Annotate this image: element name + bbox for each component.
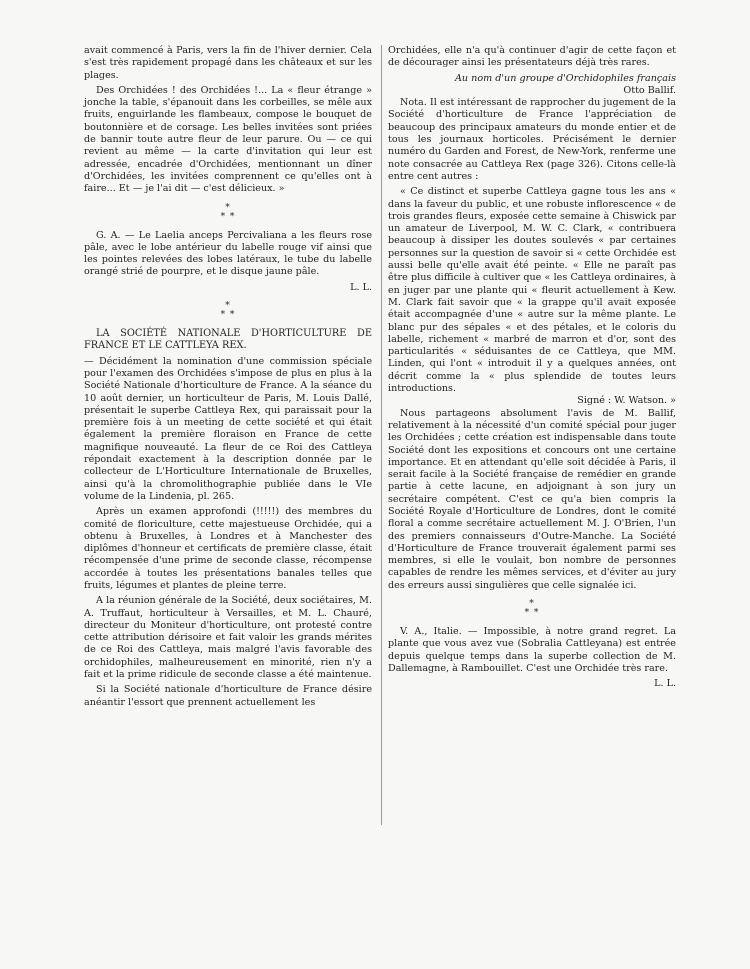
right-column [388, 45, 676, 691]
paragraph: — Décidément la nomination d'une commission spéciale pour l'examen des Orchidées s'impose de plus en plus à la Société Nationale d'horticulture de France. A la séance du 10 août dernier, un horticulteur de Paris, M. Louis Dallé, présentait le superbe Cattleya Rex, qui paraissait pour la première fois à un meeting de cette société et qui était également la première floraison en France de cette magnifique nouveauté. La fleur de ce Roi des Cattleya répondait exactement à la description donnée par le collecteur de L'Horticulture Internationale de Bruxelles, ainsi qu'à la chromolithographie publiée dans le VIe volume de la Lindenia, pl. 265. [84, 355, 372, 502]
paragraph: A la réunion générale de la Société, deux sociétaires, M. A. Truffaut, horticulteur à Versailles, et M. L. Chauré, directeur du Moniteur d'horticulture, ont protesté contre cette attribution dérisoire et fait valoir les grands mérites de ce Roi des Cattleya, mais malgré l'avis favorable des orchidophiles, malheureusement en minorité, rien n'y a fait et la prime ridicule de seconde classe a été maintenue. [84, 595, 372, 681]
signature-name: Otto Ballif. [623, 84, 676, 96]
paragraph: Si la Société nationale d'horticulture de France désire anéantir l'essort que prennent actuellement les [84, 684, 372, 708]
paragraph: avait commencé à Paris, vers la fin de l'hiver dernier. Cela s'est très rapidement propagé dans les châteaux et sur les plages. [84, 45, 372, 81]
signature: L. L. [350, 281, 372, 293]
paragraph: Après un examen approfondi (!!!!!) des membres du comité de floriculture, cette majestueuse Orchidée, qui a obtenu à Bruxelles, à Londres et à Manchester des diplômes d'honneur et certificats de première classe, était récompensée d'une prime de seconde classe, récompense accordée à toutes les présentations banales telles que fruits, légumes et plantes de pleine terre. [84, 506, 372, 591]
quotation: « Ce distinct et superbe Cattleya gagne tous les ans « dans la faveur du public, et une robuste inflorescence « de trois grandes fleurs, exposée cette semaine à Chiswick par un amateur de Liverpool, M. W. C. Clark, « contribuera beaucoup à dissiper les doutes soulevés « par certaines personnes sur la question de savoir si « cette Orchidée est aussi belle qu'elle avait été peinte. « Elle ne paraît pas être plus difficile à cultiver que « les Cattleya ordinaires, à en juger par une plante qui « fleurit actuellement à Kew. M. Clark fait savoir que « la grappe qu'il avait exposée était accompagnée d'une « autre sur la même plante. Le blanc pur des sépales « et des pétales, et le coloris du labelle, richement « marbré de marron et d'or, sont des particularités « séduisantes de ce Cattleya, que MM. Linden, qui l'ont « introduit il y a quelques années, ont décrit comme la « plus splendide de toutes leurs introductions. [388, 186, 676, 395]
signature: L. L. [654, 678, 676, 690]
section-separator: * * * [220, 301, 236, 321]
paragraph: Nous partageons absolument l'avis de M. Ballif, relativement à la nécessité d'un comité spécial pour juger les Orchidées ; cette création est indispensable dans toute Société dont les expositions et concours ont une certaine importance. Et en attendant qu'elle soit décidée à Paris, il serait facile à la Société française de remédier en grande partie à cette lacune, en adjoignant à son jury un secrétaire compétent. C'est ce qu'a bien compris la Société Royale d'Horticulture de Londres, dont le comité floral a comme secrétaire actuellement M. J. O'Brien, l'un des premiers connaisseurs d'Outre-Manche. La Société d'Horticulture de France trouverait également parmi ses membres, si elle le voulait, bon nombre de personnes capables de rendre les mêmes services, et d'éviter au jury des erreurs aussi singulières que celle signalée ici. [388, 407, 676, 591]
left-column [84, 45, 372, 712]
column-divider [381, 45, 382, 825]
article-title: LA SOCIÉTÉ NATIONALE D'HORTICULTURE DE FRANCE ET LE CATTLEYA REX. [84, 328, 372, 352]
signature-line: Au nom d'un groupe d'Orchidophiles français [455, 72, 676, 84]
quotation-signature: Signé : W. Watson. » [577, 395, 676, 407]
section-separator: * * * [220, 202, 236, 222]
paragraph: Des Orchidées ! des Orchidées !... La « fleur étrange » jonche la table, s'épanouit dans les corbeilles, se mêle aux fruits, enguirlande les flambeaux, compose le bouquet de boutonnière et de corsage. Les belles invitées sont priées de bannir toute autre fleur de leur parure. Ou — ce qui revient au même — la carte d'invitation qui leur est adressée, encadrée d'Orchidées, mentionnant un dîner d'Orchidées, les invitées comprennent ce qu'elles ont à faire... Et — je l'ai dit — c'est délicieux. » [84, 84, 372, 195]
paragraph: G. A. — Le Laelia anceps Percivaliana a les fleurs rose pâle, avec le lobe antérieur du labelle rouge vif ainsi que les pointes relevées des lobes latéraux, le tube du labelle orangé strié de pourpre, et le disque jaune pâle. [84, 229, 372, 278]
section-separator: * * * [524, 599, 540, 619]
paragraph: Nota. Il est intéressant de rapprocher du jugement de la Société d'horticulture de France l'appréciation de beaucoup des principaux amateurs du monde entier et de tous les journaux horticoles. Précisément le dernier numéro du Garden and Forest, de New-York, renferme une note consacrée au Cattleya Rex (page 326). Citons celle-là entre cent autres : [388, 97, 676, 182]
paragraph: V. A., Italie. — Impossible, à notre grand regret. La plante que vous avez vue (Sobralia Cattleyana) est entrée depuis quelque temps dans la superbe collection de M. Dallemagne, à Rambouillet. C'est une Orchidée très rare. [388, 626, 676, 674]
paragraph: Orchidées, elle n'a qu'à continuer d'agir de cette façon et de décourager ainsi les présentateurs déjà très rares. [388, 45, 676, 69]
